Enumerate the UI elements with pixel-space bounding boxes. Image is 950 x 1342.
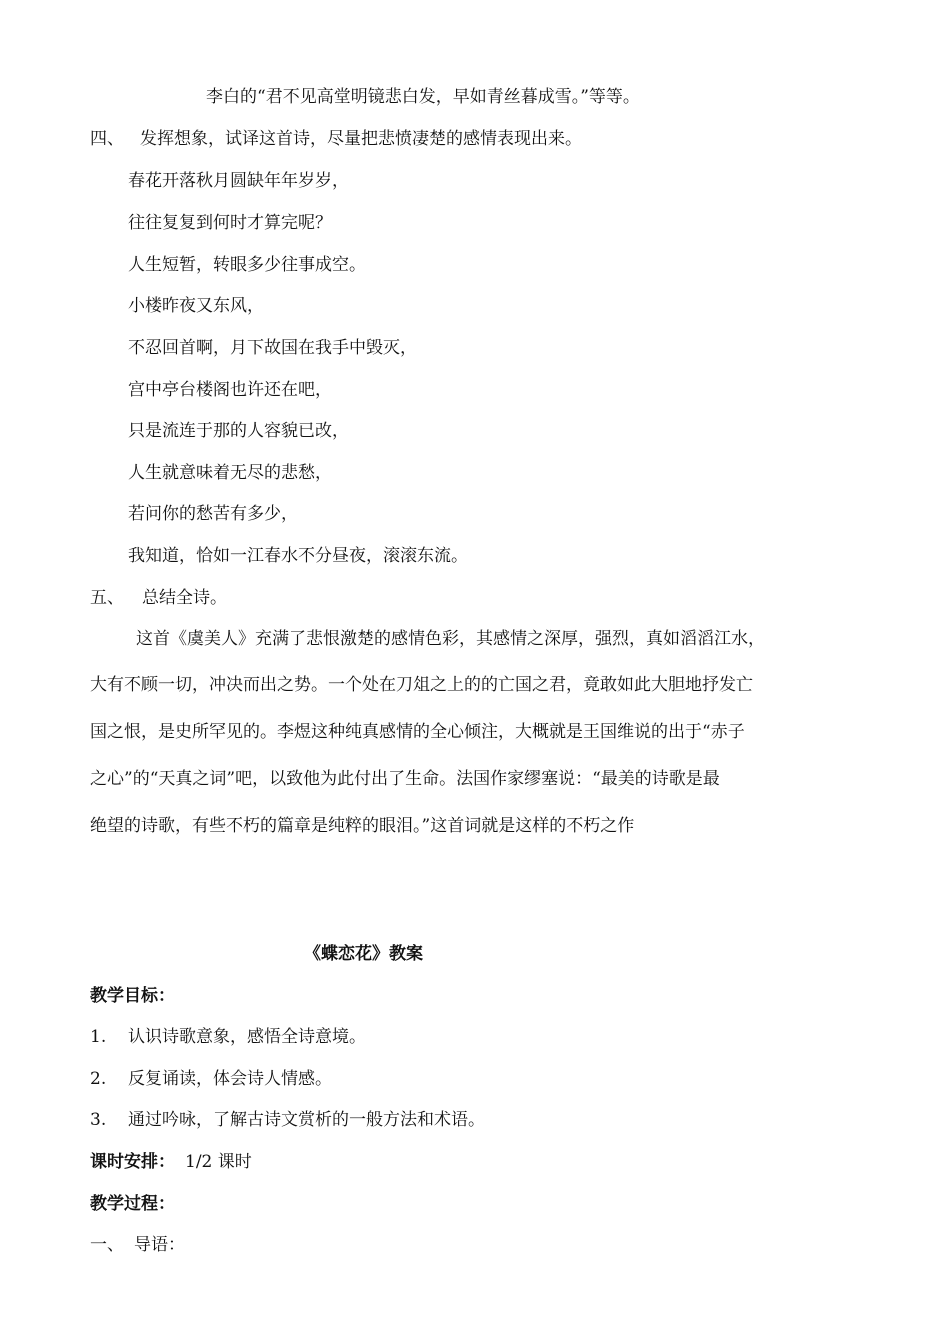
summary-paragraph-line: 这首《虞美人》充满了悲恨激楚的感情色彩，其感情之深厚，强烈，真如滔滔江水， <box>136 629 765 649</box>
poem-line: 小楼昨夜又东风， <box>128 296 264 316</box>
section-5-title: 总结全诗。 <box>142 588 227 608</box>
process-step <box>90 1234 185 1256</box>
section-4-title: 发挥想象，试译这首诗，尽量把悲愤凄楚的感情表现出来。 <box>140 129 582 149</box>
poem-line: 我知道，恰如一江春水不分昼夜，滚滚东流。 <box>128 546 468 566</box>
summary-paragraph-line: 绝望的诗歌，有些不朽的篇章是纯粹的眼泪。”这首词就是这样的不朽之作 <box>90 816 635 836</box>
schedule-label: 课时安排： <box>90 1152 175 1172</box>
goals-heading: 教学目标： <box>90 986 175 1006</box>
section-4-number: 四、 <box>90 129 124 149</box>
schedule-line <box>90 1151 252 1173</box>
section-5-number: 五、 <box>90 588 124 608</box>
poem-line: 不忍回首啊，月下故国在我手中毁灭， <box>128 338 417 358</box>
summary-paragraph-line: 大有不顾一切，冲决而出之势。一个处在刀俎之上的的亡国之君，竟敢如此大胆地抒发亡 <box>90 675 753 695</box>
step-text: 导语： <box>134 1235 185 1255</box>
poem-line: 人生短暂，转眼多少往事成空。 <box>128 255 366 275</box>
quote-line: 李白的“君不见高堂明镜悲白发，早如青丝暮成雪。”等等。 <box>206 87 640 107</box>
section-4-heading <box>90 128 582 150</box>
poem-line: 若问你的愁苦有多少， <box>128 504 298 524</box>
poem-line: 只是流连于那的人容貌已改， <box>128 421 349 441</box>
goal-item <box>90 1068 332 1090</box>
summary-paragraph-line: 国之恨，是史所罕见的。李煜这种纯真感情的全心倾注，大概就是王国维说的出于“赤子 <box>90 722 745 742</box>
poem-line: 宫中亭台楼阁也许还在吧， <box>128 380 332 400</box>
goal-text: 反复诵读，体会诗人情感。 <box>128 1069 332 1089</box>
schedule-value: 1/2 课时 <box>185 1152 252 1172</box>
goal-item <box>90 1109 485 1131</box>
goal-number: 1. <box>90 1027 107 1047</box>
goal-text: 认识诗歌意象，感悟全诗意境。 <box>128 1027 366 1047</box>
poem-line: 春花开落秋月圆缺年年岁岁， <box>128 171 349 191</box>
section-5-heading <box>90 587 227 609</box>
poem-line: 往往复复到何时才算完呢？ <box>128 213 332 233</box>
poem-line: 人生就意味着无尽的悲愁， <box>128 463 332 483</box>
process-heading: 教学过程： <box>90 1194 175 1214</box>
goal-text: 通过吟咏，了解古诗文赏析的一般方法和术语。 <box>128 1110 485 1130</box>
summary-paragraph-line: 之心”的“天真之词”吧，以致他为此付出了生命。法国作家缪塞说：“最美的诗歌是最 <box>90 769 720 789</box>
lesson-title: 《蝶恋花》教案 <box>304 944 423 964</box>
step-number: 一、 <box>90 1235 124 1255</box>
goal-number: 3. <box>90 1110 107 1130</box>
goal-number: 2. <box>90 1069 107 1089</box>
goal-item <box>90 1026 366 1048</box>
